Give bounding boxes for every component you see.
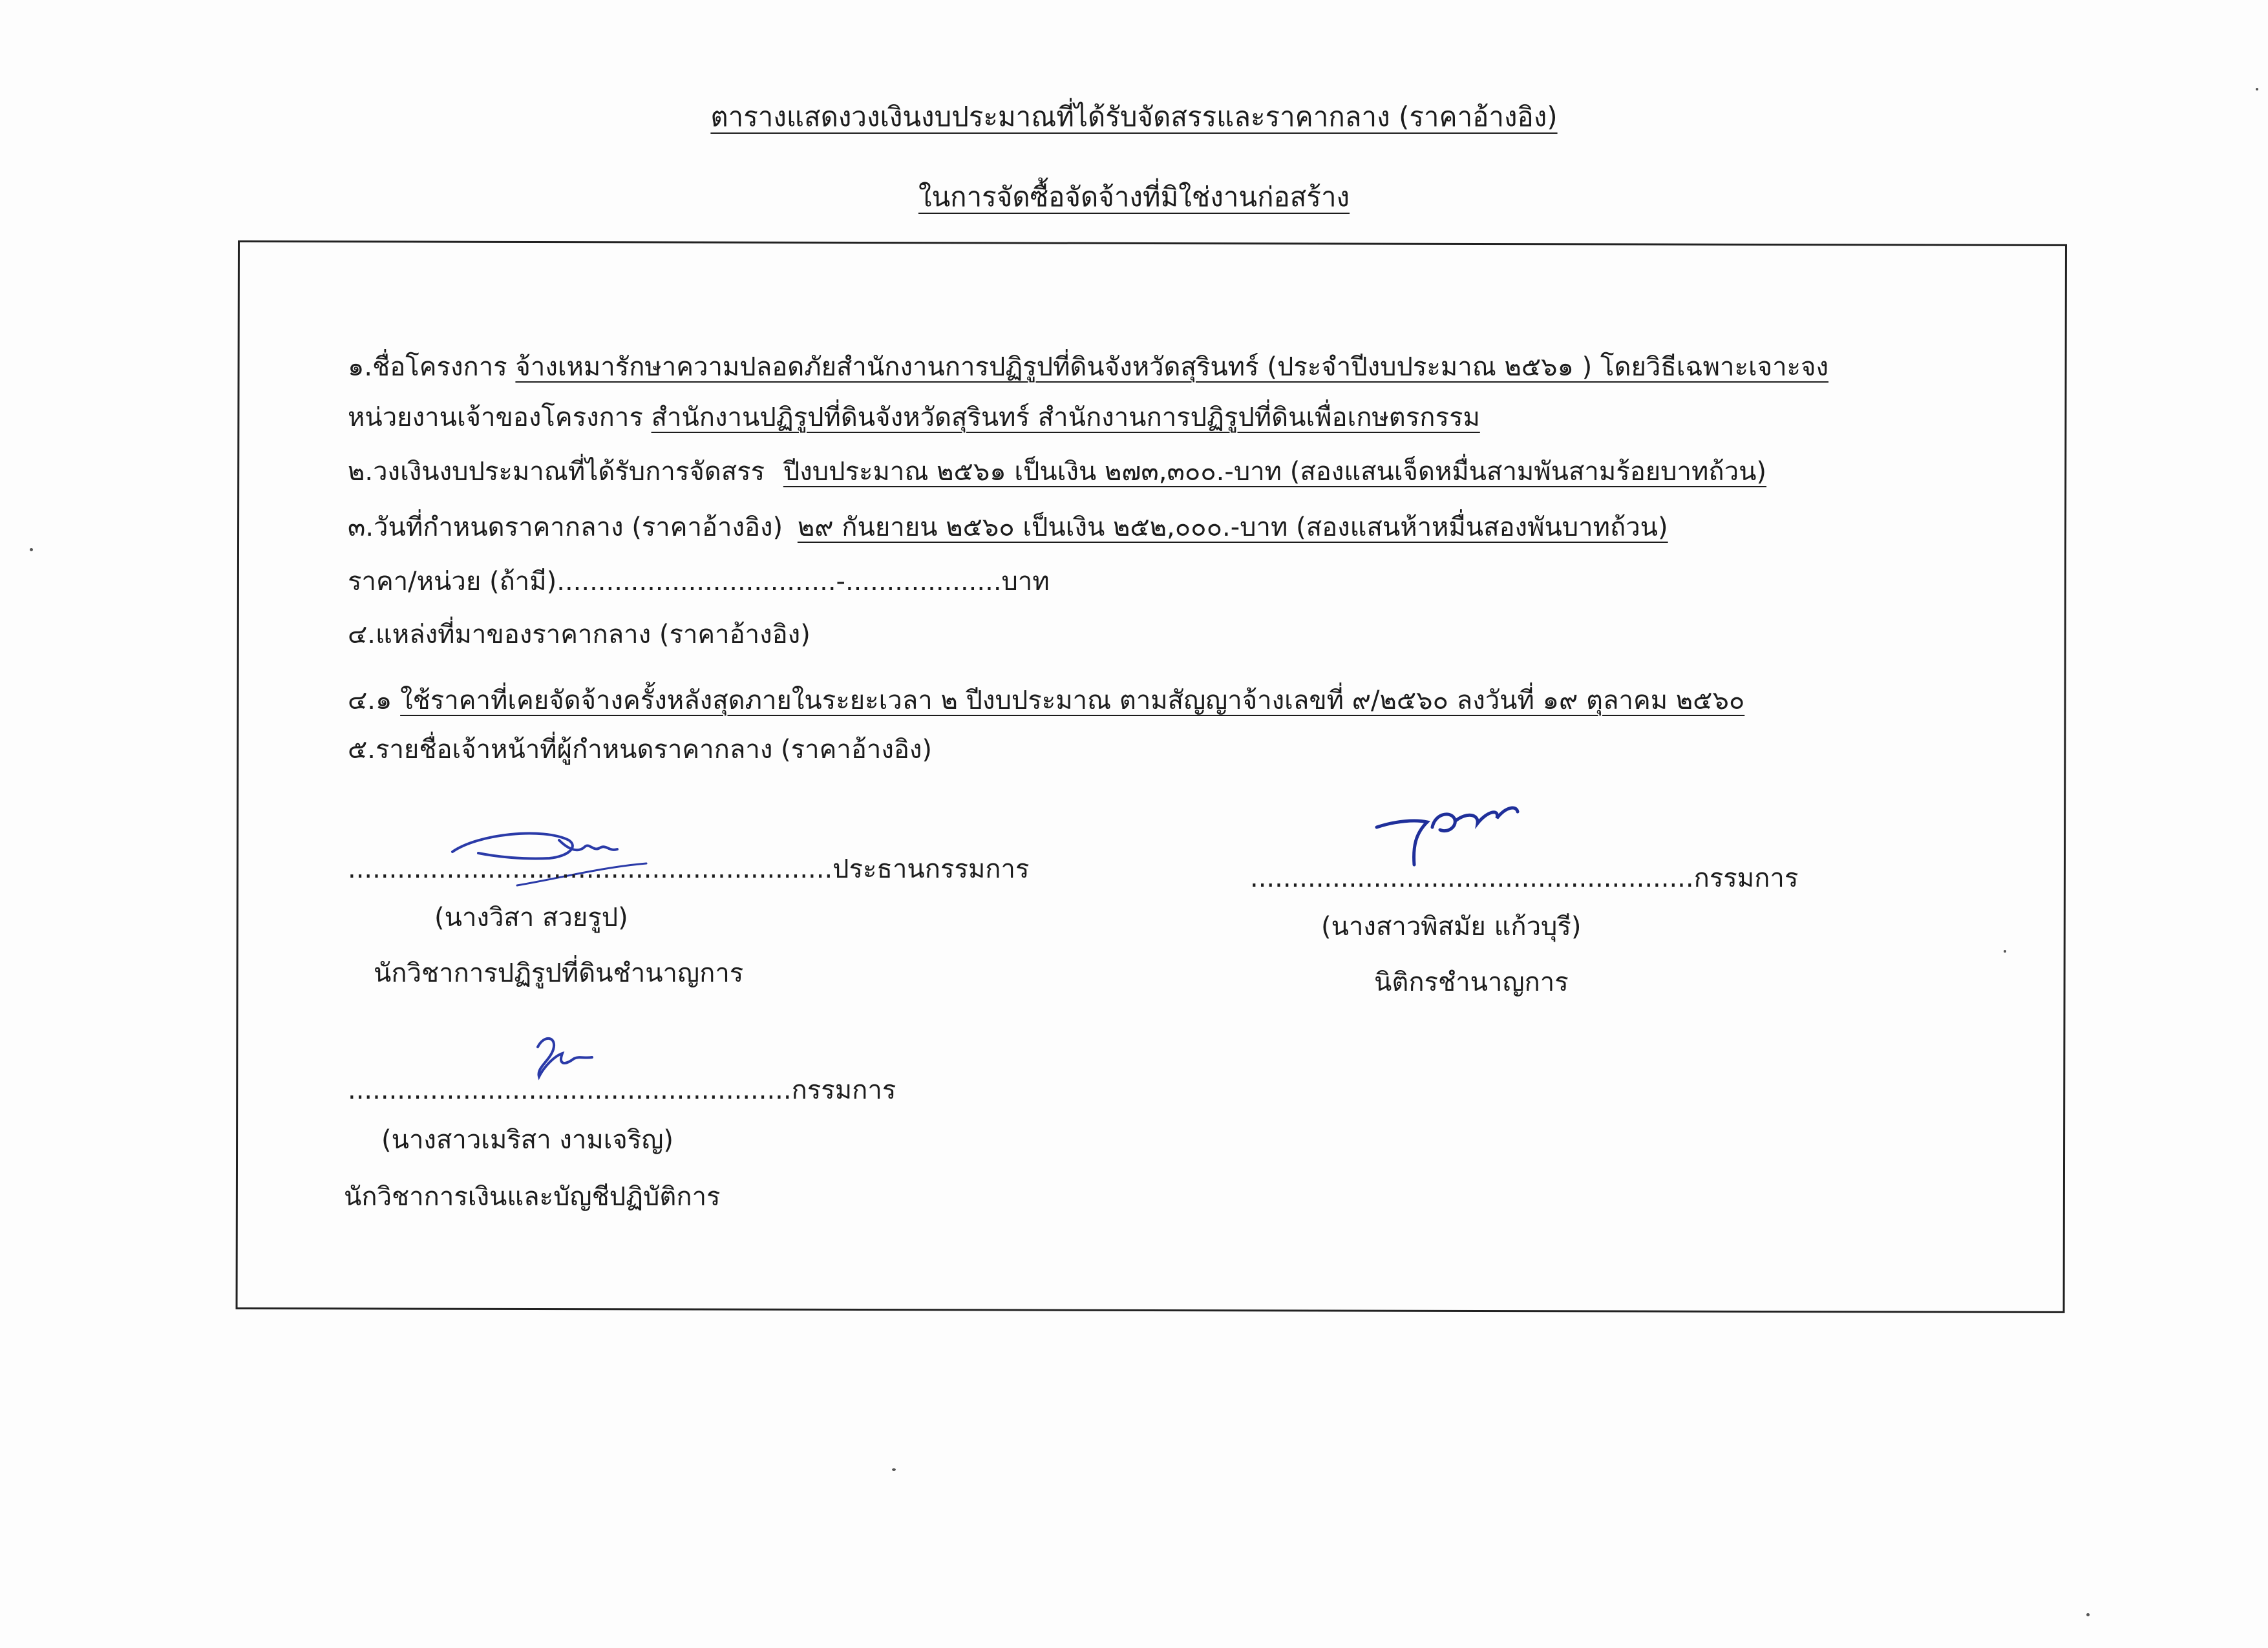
source-item-value: ใช้ราคาที่เคยจัดจ้างครั้งหลังสุดภายในระยะเวลา ๒ ปีงบประมาณ ตามสัญญาจ้างเลขที่ ๙/๒๕๖๐ ลงวันที่ ๑๙ ตุลาคม ๒๕๖๐ (400, 686, 1745, 715)
project-value: จ้างเหมารักษาความปลอดภัยสำนักงานการปฏิรูปที่ดินจังหวัดสุรินทร์ (ประจำปีงบประมาณ ๒๕๖๑ ) โดยวิธีเฉพาะเจาะจง (515, 352, 1829, 382)
budget-value: ปีงบประมาณ ๒๕๖๑ เป็นเงิน ๒๗๓,๓๐๐.-บาท (สองแสนเจ็ดหมื่นสามพันสามร้อยบาทถ้วน) (783, 457, 1767, 487)
member-right-name: (นางสาวพิสมัย แก้วบุรี) (1321, 912, 1582, 942)
ref-date-label: ๓.วันที่กำหนดราคากลาง (ราคาอ้างอิง) (348, 512, 783, 542)
source-heading: ๔.แหล่งที่มาของราคากลาง (ราคาอ้างอิง) (348, 620, 811, 650)
member-left-position: นักวิชาการเงินและบัญชีปฏิบัติการ (344, 1182, 721, 1212)
budget-label: ๒.วงเงินงบประมาณที่ได้รับการจัดสรร (348, 457, 765, 487)
budget-row (348, 455, 1766, 489)
project-label: ๑.ชื่อโครงการ (348, 352, 507, 382)
member-left-name: (นางสาวเมริสา งามเจริญ) (381, 1125, 674, 1155)
member-right-position: นิติกรชำนาญการ (1374, 967, 1569, 997)
project-row (348, 350, 1828, 384)
owner-label: หน่วยงานเจ้าของโครงการ (348, 403, 643, 432)
owner-value: สำนักงานปฏิรูปที่ดินจังหวัดสุรินทร์ สำนักงานการปฏิรูปที่ดินเพื่อเกษตรกรรม (651, 403, 1480, 432)
document-subtitle: ในการจัดซื้อจัดจ้างที่มิใช่งานก่อสร้าง (918, 181, 1350, 213)
scan-speck (2086, 1613, 2090, 1616)
unit-price-row: ราคา/หน่วย (ถ้ามี)..................................-...................บาท (348, 567, 1050, 597)
chairman-sign-line: ...........................................................ประธานกรรมการ (348, 854, 1030, 884)
source-item-row (348, 684, 1744, 717)
scan-speck (2256, 88, 2258, 90)
scan-speck (892, 1468, 896, 1471)
document-title: ตารางแสดงวงเงินงบประมาณที่ได้รับจัดสรรและราคากลาง (ราคาอ้างอิง) (710, 101, 1558, 132)
member-left-sign-line: ......................................................กรรมการ (348, 1075, 896, 1105)
ref-date-value: ๒๙ กันยายน ๒๕๖๐ เป็นเงิน ๒๕๒,๐๐๐.-บาท (สองแสนห้าหมื่นสองพันบาทถ้วน) (797, 512, 1668, 542)
source-item-label: ๔.๑ (348, 686, 392, 715)
scan-speck (2004, 950, 2006, 953)
ref-date-row (348, 511, 1668, 544)
scan-speck (30, 548, 33, 551)
chairman-position: นักวิชาการปฏิรูปที่ดินชำนาญการ (374, 958, 744, 988)
member-right-sign-line: ......................................................กรรมการ (1250, 863, 1799, 893)
officials-heading: ๕.รายชื่อเจ้าหน้าที่ผู้กำหนดราคากลาง (ราคาอ้างอิง) (348, 735, 933, 765)
owner-row (348, 401, 1480, 434)
chairman-name: (นางวิสา สวยรูป) (434, 903, 628, 933)
